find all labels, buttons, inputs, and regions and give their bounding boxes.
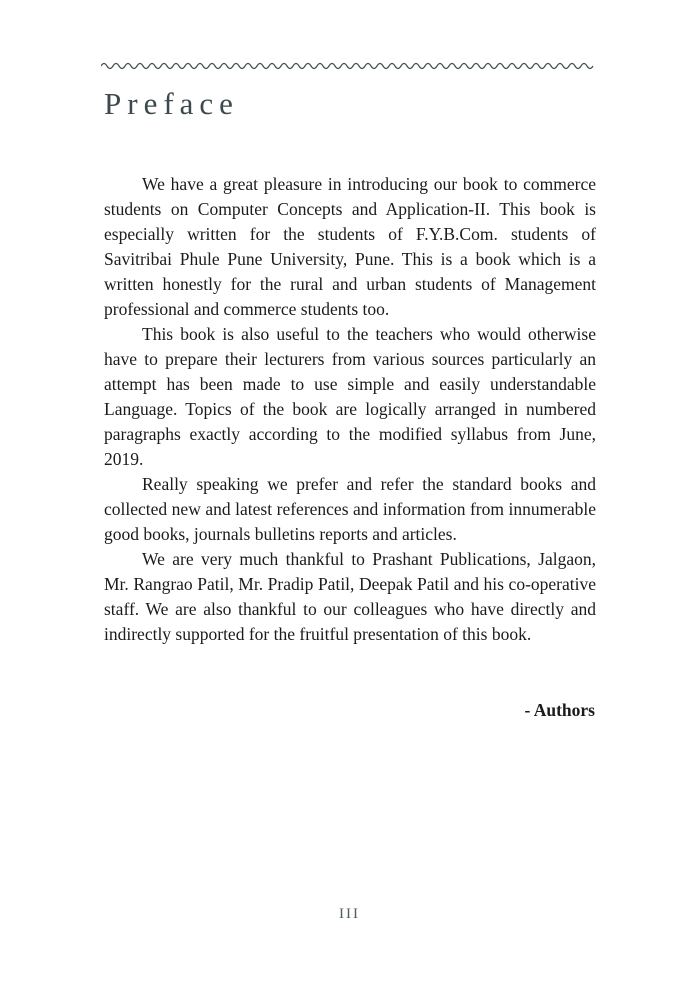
paragraph-4: We are very much thankful to Prashant Publications, Jalgaon, Mr. Rangrao Patil, Mr. Pradip Patil, Deepak Patil and his co-operative staff. We are also thankful to our colleagues who have directly and indirectly supported for the fruitful presentation of this book. <box>104 549 596 644</box>
page-title: Preface <box>104 86 239 121</box>
authors-signature: - Authors <box>524 700 595 720</box>
paragraph-1: We have a great pleasure in introducing our book to commerce students on Computer Concepts and Application-II. This book is especially written for the students of F.Y.B.Com. students of Savitribai Phule Pune University, Pune. This is a book which is a written honestly for the rural and urban students of Management professional and commerce students too. <box>104 174 596 319</box>
page-number: III <box>339 906 360 922</box>
paragraph-3: Really speaking we prefer and refer the standard books and collected new and latest references and information from innumerable good books, journals bulletins reports and articles. <box>104 474 596 544</box>
paragraph-2: This book is also useful to the teachers who would otherwise have to prepare their lecturers from various sources particularly an attempt has been made to use simple and easily understandable Language. Topics of the book are logically arranged in numbered paragraphs exactly according to the modified syllabus from June, 2019. <box>104 324 596 469</box>
decorative-wave-line <box>101 60 595 69</box>
preface-body <box>104 172 596 647</box>
